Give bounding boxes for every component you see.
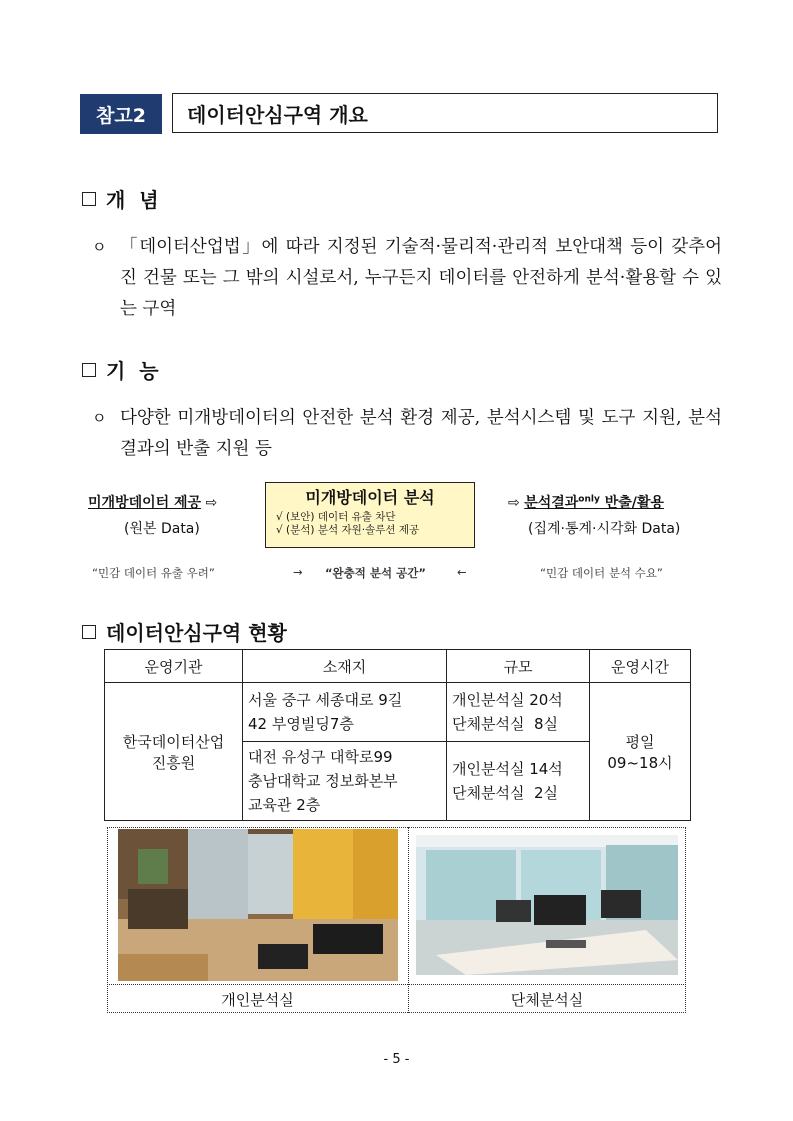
concept-heading	[82, 184, 159, 213]
scale-line: 단체분석실 2실	[452, 784, 559, 802]
hours-line: 평일	[625, 732, 655, 751]
address-line: 42 부영빌딩7층	[248, 715, 354, 733]
scale-cell	[447, 683, 590, 742]
function-heading	[82, 355, 159, 384]
table-header: 운영시간	[590, 650, 691, 683]
photo-divider	[408, 827, 409, 1013]
scale-line: 개인분석실 20석	[452, 691, 563, 709]
table-row	[105, 683, 691, 742]
flow-right-sup: only	[578, 494, 600, 505]
address-cell	[243, 742, 447, 821]
flow-arrow-icon: ⇨	[508, 495, 520, 511]
flow-center-line2: √ (분석) 분석 자원·솔루션 제공	[276, 524, 420, 536]
bullet-circle-icon: ㅇ	[92, 238, 107, 256]
scale-line: 개인분석실 14석	[452, 760, 563, 778]
flow-right-block	[508, 492, 680, 538]
function-heading-text: 기 능	[106, 359, 159, 383]
arrow-right-icon: →	[293, 565, 303, 579]
quote-right: “민감 데이터 분석 수요”	[540, 566, 663, 580]
scale-cell	[447, 742, 590, 821]
page-title: 데이터안심구역 개요	[172, 93, 718, 133]
checkbox-square-icon	[82, 192, 96, 206]
concept-heading-text: 개 념	[106, 188, 159, 212]
flow-center-box	[265, 482, 475, 548]
hours-cell	[590, 683, 691, 821]
quote-left: “민감 데이터 유출 우려”	[92, 566, 215, 580]
address-line: 교육관 2층	[248, 796, 321, 814]
individual-room-photo	[118, 829, 398, 981]
flow-right-title-a: 분석결과	[524, 495, 579, 511]
checkbox-square-icon	[82, 363, 96, 377]
address-line: 서울 중구 세종대로 9길	[248, 691, 403, 709]
flow-center-title: 미개방데이터 분석	[305, 488, 435, 507]
quote-center: “완충적 분석 공간”	[325, 566, 426, 580]
flow-arrow-icon: ⇨	[205, 495, 218, 511]
function-paragraph	[92, 403, 722, 465]
page-number: - 5 -	[383, 1052, 410, 1067]
function-text: 다양한 미개방데이터의 안전한 분석 환경 제공, 분석시스템 및 도구 지원, 분석결과의 반출 지원 등	[120, 408, 722, 459]
address-line: 충남대학교 정보화본부	[248, 772, 398, 790]
table-header-row	[105, 650, 691, 683]
org-cell	[105, 683, 243, 821]
group-room-photo	[416, 835, 678, 975]
flow-center-line1: √ (보안) 데이터 유출 차단	[276, 511, 396, 523]
org-line: 한국데이터산업	[122, 732, 225, 751]
photo-caption-right: 단체분석실	[510, 991, 584, 1009]
flow-left-sub: (원본 Data)	[124, 521, 200, 537]
flow-right-title-b: 반출/활용	[599, 495, 664, 511]
table-header: 규모	[447, 650, 590, 683]
status-heading	[82, 617, 287, 646]
address-line: 대전 유성구 대학로99	[248, 748, 393, 766]
flow-left-title: 미개방데이터 제공	[88, 495, 202, 511]
hours-line: 09~18시	[607, 753, 673, 772]
table-header: 소재지	[243, 650, 447, 683]
bullet-circle-icon: ㅇ	[92, 409, 107, 427]
flow-left-block	[88, 492, 217, 538]
table-header: 운영기관	[105, 650, 243, 683]
status-table	[104, 649, 691, 821]
status-heading-text: 데이터안심구역 현황	[106, 621, 287, 645]
photo-caption-left: 개인분석실	[221, 991, 294, 1009]
caption-divider	[107, 984, 686, 985]
scale-line: 단체분석실 8실	[452, 715, 559, 733]
concept-text: 「데이터산업법」에 따라 지정된 기술적·물리적·관리적 보안대책 등이 갖추어진 건물 또는 그 밖의 시설로서, 누구든지 데이터를 안전하게 분석·활용할 수 있는 구역	[120, 237, 722, 319]
checkbox-square-icon	[82, 625, 96, 639]
concept-paragraph	[92, 232, 722, 325]
org-line: 진흥원	[151, 753, 196, 772]
reference-tag: 참고2	[80, 94, 162, 134]
flow-right-sub: (집계·통계·시각화 Data)	[528, 521, 681, 537]
address-cell	[243, 683, 447, 742]
arrow-left-icon: ←	[457, 565, 467, 579]
